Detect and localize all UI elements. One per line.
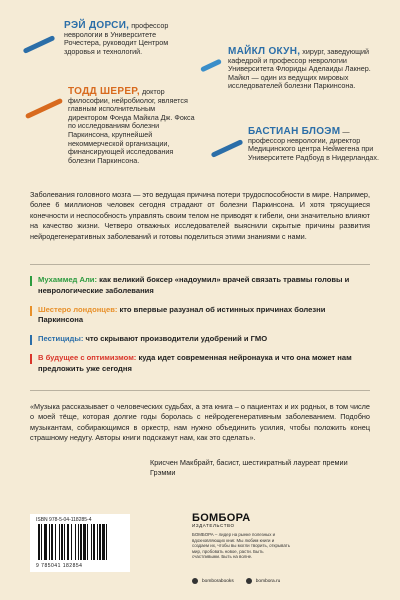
bullet-text: кто впервые разузнал об истинных причинах болезни Паркинсона	[38, 304, 326, 325]
bullet-marker	[30, 306, 32, 316]
barcode-bars	[38, 524, 122, 560]
bullet-item	[30, 305, 370, 327]
barcode-stripe	[71, 524, 72, 560]
author-bio: хирург, заведующий кафедрой и профессор неврологии Университета Флориды Аделаиды Лакнер. Майкл — один из ведущих мировых исследователей болезни Паркинсона.	[228, 47, 371, 91]
bullet-highlight: В будущее с оптимизмом:	[38, 353, 137, 363]
publisher-logo-sub: ИЗДАТЕЛЬСТВО	[192, 523, 235, 528]
barcode-stripe	[78, 524, 79, 560]
divider	[30, 264, 370, 265]
author-name: БАСТИАН БЛОЭМ	[248, 126, 341, 137]
divider	[30, 390, 370, 391]
bullet-marker	[30, 335, 32, 345]
barcode-stripe	[83, 524, 86, 560]
barcode-stripe	[67, 524, 69, 560]
bullet-highlight: Шестеро лондонцев:	[38, 304, 118, 314]
author-bio: — профессор неврологии, директор Медицинского центра Неймегена при Университете Радбоуд в Нидерландах.	[248, 127, 379, 162]
bullet-marker	[30, 276, 32, 286]
barcode-stripe	[64, 524, 65, 560]
barcode	[30, 514, 130, 572]
bullet-highlight: Пестициды:	[38, 334, 84, 344]
barcode-stripe	[51, 524, 53, 560]
publisher-logo: БОМБОРА	[192, 512, 251, 524]
testimonial-quote: «Музыка рассказывает о человеческих судьбах, а эта книга – о пациентах и их родных, в том числе о моей тёще, которая долгие годы боролась с нейродегенеративным заболеванием. Подобно музыкантам, собирающимся в оркестр, нам нужно объединить усилия, чтобы положить конец страшному недугу. Авторы книги подскажут нам, как это сделать».	[30, 402, 370, 443]
decor-stroke-blue	[211, 139, 244, 158]
decor-stroke-blue	[23, 35, 56, 54]
main-description: Заболевания головного мозга — это ведущая причина потери трудоспособности в мире. Например, более 6 миллионов человек сегодня страдают от болезни Паркинсона. И хотя трясущиеся конечности и неспособность управлять своим телом не приводят к гибели, они значительно влияют на качество жизни. Четверо отважных исследователей выяснили скрытые причины развития нейродегенеративных заболеваний и готовы поделиться этими знаниями с нами.	[30, 190, 370, 241]
author-name: МАЙКЛ ОКУН,	[228, 46, 301, 57]
social-handle: bomborabooks	[202, 578, 234, 584]
bullet-list	[30, 275, 370, 383]
barcode-stripe	[91, 524, 92, 560]
barcode-stripe	[93, 524, 95, 560]
barcode-stripe	[44, 524, 47, 560]
bullet-text: куда идет современная нейронаука и что она может нам предложить уже сегодня	[38, 353, 352, 373]
bullet-item	[30, 334, 370, 345]
bullet-marker	[30, 354, 32, 364]
barcode-stripe	[55, 524, 56, 560]
decor-stroke-blue	[200, 59, 222, 73]
barcode-stripe	[59, 524, 60, 560]
barcode-number: 9 785041 182854	[36, 563, 83, 569]
barcode-stripe	[80, 524, 82, 560]
author-sherer	[68, 88, 196, 165]
author-bio: доктор философии, нейробиолог, является главным исполнительным директором Фонда Майкла Дж. Фокса по исследованиям болезни Паркинсона, крупнейшей некоммерческой организации, финансирующей исследования болезни Паркинсона.	[68, 87, 195, 165]
barcode-stripe	[99, 524, 101, 560]
bullet-highlight: Мухаммед Али:	[38, 275, 97, 284]
author-dorsey	[64, 22, 194, 56]
author-name: РЭЙ ДОРСИ,	[64, 20, 130, 31]
author-okun	[228, 48, 376, 91]
barcode-stripe	[102, 524, 105, 560]
bullet-text: что скрывают производители удобрений и ГМО	[83, 334, 268, 344]
authors-section	[0, 0, 400, 176]
barcode-stripe	[38, 524, 40, 560]
publisher-block	[192, 512, 362, 584]
publisher-links	[192, 578, 280, 584]
barcode-stripe	[87, 524, 88, 560]
testimonial-author: Крисчен Макбрайт, басист, шестикратный лауреат премии Грэмми	[150, 458, 348, 478]
decor-stroke-orange	[25, 98, 63, 119]
barcode-stripe	[97, 524, 98, 560]
barcode-stripe	[49, 524, 50, 560]
barcode-stripe	[106, 524, 107, 560]
bullet-item	[30, 275, 370, 297]
author-bloem	[248, 128, 380, 162]
author-bio: профессор неврологии в Университете Рочестера, руководит Центром здоровья и технологий.	[64, 21, 169, 56]
web-icon	[246, 578, 252, 584]
isbn-label: ISBN 978-5-04-118285-4	[36, 517, 92, 523]
barcode-stripe	[61, 524, 63, 560]
author-name: ТОДД ШЕРЕР,	[68, 86, 140, 97]
website: bombora.ru	[255, 578, 281, 584]
bullet-item	[30, 353, 370, 375]
barcode-stripe	[75, 524, 76, 560]
bullet-text: как великий боксер «надоумил» врачей связать травмы головы и неврологические заболевания	[38, 275, 350, 295]
publisher-description: БОМБОРА – лидер на рынке полезных и вдохновляющих книг. Мы любим книги и создаем их, чтобы вы могли творить, открывать мир, пробовать новое, расти. Быть счастливыми. Быть на волне.	[192, 532, 290, 560]
social-icon	[192, 578, 198, 584]
barcode-stripe	[41, 524, 42, 560]
